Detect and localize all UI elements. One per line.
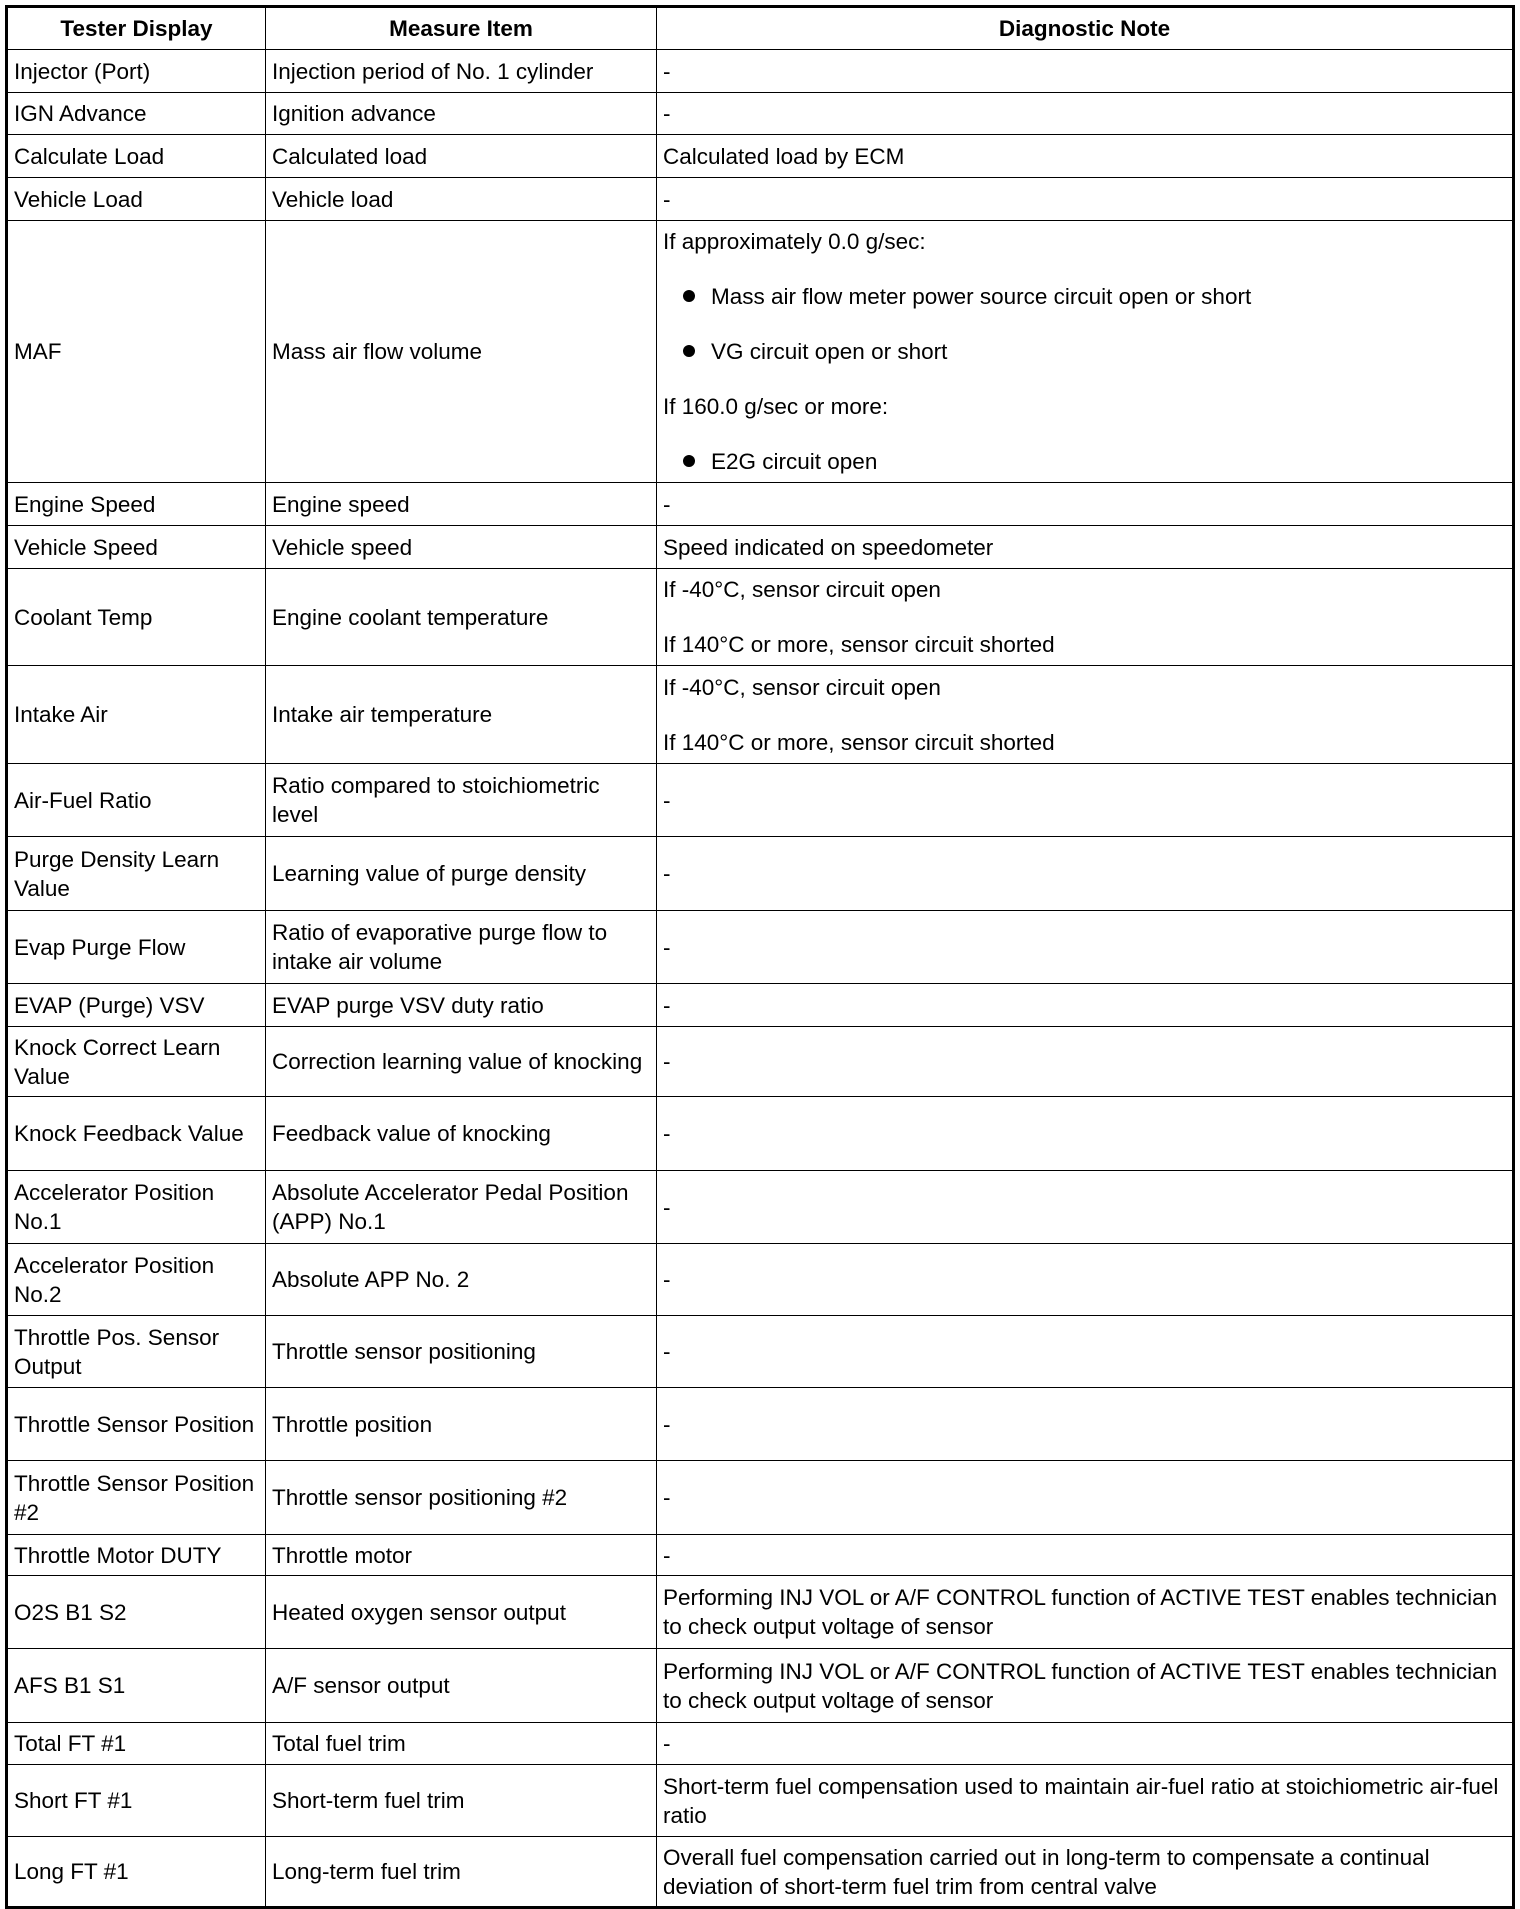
table-row <box>7 178 1514 221</box>
diagnostic-note-cell <box>657 1027 1514 1097</box>
diagnostic-note-cell <box>657 1837 1514 1908</box>
note-line: - <box>663 1542 671 1568</box>
tester-display-cell: Knock Feedback Value <box>7 1097 266 1171</box>
measure-item-cell: Calculated load <box>266 135 657 178</box>
note-line: Overall fuel compensation carried out in long-term to compensate a continual deviation of short-term fuel trim from central valve <box>663 1844 1430 1899</box>
tester-display-cell: Calculate Load <box>7 135 266 178</box>
measure-item-cell: Vehicle load <box>266 178 657 221</box>
measure-item-cell: Feedback value of knocking <box>266 1097 657 1171</box>
diagnostic-note-cell <box>657 1097 1514 1171</box>
table-row <box>7 1316 1514 1388</box>
tester-display-cell: Accelerator Position No.1 <box>7 1171 266 1244</box>
header-tester-display: Tester Display <box>7 7 266 50</box>
measure-item-cell: Short-term fuel trim <box>266 1765 657 1837</box>
diagnostic-note-cell <box>657 764 1514 837</box>
table-row <box>7 135 1514 178</box>
note-line: - <box>663 787 671 813</box>
measure-item-cell: Absolute Accelerator Pedal Position (APP) No.1 <box>266 1171 657 1244</box>
tester-display-cell: Throttle Motor DUTY <box>7 1535 266 1576</box>
table-row <box>7 1649 1514 1723</box>
tester-display-cell: IGN Advance <box>7 93 266 135</box>
measure-item-cell: Total fuel trim <box>266 1723 657 1765</box>
tester-display-cell: Vehicle Load <box>7 178 266 221</box>
table-row <box>7 1535 1514 1576</box>
diagnostic-note-cell <box>657 526 1514 569</box>
table-row <box>7 1461 1514 1535</box>
table-body <box>7 50 1514 1908</box>
diagnostic-note-cell <box>657 1461 1514 1535</box>
measure-item-cell: Throttle motor <box>266 1535 657 1576</box>
tester-display-cell: Throttle Pos. Sensor Output <box>7 1316 266 1388</box>
table-row <box>7 1244 1514 1316</box>
note-line: - <box>663 186 671 212</box>
measure-item-cell: Intake air temperature <box>266 666 657 764</box>
table-row <box>7 1765 1514 1837</box>
diagnostic-note-cell <box>657 93 1514 135</box>
note-line: If approximately 0.0 g/sec: <box>663 229 926 254</box>
diagnostic-note-cell <box>657 50 1514 93</box>
measure-item-cell: A/F sensor output <box>266 1649 657 1723</box>
measure-item-cell: EVAP purge VSV duty ratio <box>266 984 657 1027</box>
note-bullet-item: VG circuit open or short <box>663 337 1506 366</box>
measure-item-cell: Throttle sensor positioning #2 <box>266 1461 657 1535</box>
note-line: - <box>663 1049 671 1074</box>
tester-display-cell: EVAP (Purge) VSV <box>7 984 266 1027</box>
note-line: Performing INJ VOL or A/F CONTROL function of ACTIVE TEST enables technician to check output voltage of sensor <box>663 1585 1498 1639</box>
table-row <box>7 666 1514 764</box>
tester-display-cell: Injector (Port) <box>7 50 266 93</box>
note-line: - <box>663 1485 671 1510</box>
measure-item-cell: Engine coolant temperature <box>266 569 657 666</box>
table-row <box>7 483 1514 526</box>
note-line: - <box>663 934 671 960</box>
note-line: - <box>663 101 671 126</box>
diagnostic-note-cell <box>657 1244 1514 1316</box>
tester-display-cell: Throttle Sensor Position <box>7 1388 266 1461</box>
table-row <box>7 1837 1514 1908</box>
tester-display-cell: Air-Fuel Ratio <box>7 764 266 837</box>
diagnostic-note-cell <box>657 1649 1514 1723</box>
measure-item-cell: Throttle sensor positioning <box>266 1316 657 1388</box>
table-row <box>7 764 1514 837</box>
tester-display-cell: Throttle Sensor Position #2 <box>7 1461 266 1535</box>
tester-display-cell: Accelerator Position No.2 <box>7 1244 266 1316</box>
diagnostic-note-cell <box>657 1316 1514 1388</box>
tester-display-cell: MAF <box>7 221 266 483</box>
measure-item-cell: Absolute APP No. 2 <box>266 1244 657 1316</box>
note-line: If 140°C or more, sensor circuit shorted <box>663 729 1055 755</box>
diagnostic-note-cell <box>657 569 1514 666</box>
note-line: - <box>663 1339 671 1364</box>
diagnostic-note-cell <box>657 483 1514 526</box>
table-row <box>7 911 1514 984</box>
table-row <box>7 50 1514 93</box>
tester-display-cell: Long FT #1 <box>7 1837 266 1908</box>
measure-item-cell: Ratio of evaporative purge flow to intake air volume <box>266 911 657 984</box>
note-line: Performing INJ VOL or A/F CONTROL function of ACTIVE TEST enables technician to check output voltage of sensor <box>663 1658 1498 1713</box>
note-line: If 140°C or more, sensor circuit shorted <box>663 632 1055 657</box>
measure-item-cell: Mass air flow volume <box>266 221 657 483</box>
table-row <box>7 984 1514 1027</box>
diagnostic-note-cell <box>657 1765 1514 1837</box>
diagnostic-note-cell <box>657 1535 1514 1576</box>
tester-display-cell: Intake Air <box>7 666 266 764</box>
note-line: Speed indicated on speedometer <box>663 534 994 560</box>
diagnostic-note-cell <box>657 666 1514 764</box>
measure-item-cell: Ratio compared to stoichiometric level <box>266 764 657 837</box>
note-line: - <box>663 1121 671 1146</box>
tester-display-cell: Coolant Temp <box>7 569 266 666</box>
note-line: - <box>663 1267 671 1292</box>
table-row <box>7 1027 1514 1097</box>
note-line: - <box>663 1194 671 1220</box>
diagnostic-note-cell <box>657 1171 1514 1244</box>
tester-display-cell: Engine Speed <box>7 483 266 526</box>
table-row <box>7 1171 1514 1244</box>
header-measure-item: Measure Item <box>266 7 657 50</box>
note-line: If -40°C, sensor circuit open <box>663 674 941 700</box>
diagnostic-note-cell <box>657 837 1514 911</box>
header-diagnostic-note: Diagnostic Note <box>657 7 1514 50</box>
note-line: If 160.0 g/sec or more: <box>663 394 889 419</box>
tester-display-cell: Evap Purge Flow <box>7 911 266 984</box>
table-row <box>7 837 1514 911</box>
measure-item-cell: Heated oxygen sensor output <box>266 1576 657 1649</box>
diagnostic-note-cell <box>657 1576 1514 1649</box>
tester-display-cell: Knock Correct Learn Value <box>7 1027 266 1097</box>
table-row <box>7 569 1514 666</box>
note-line: - <box>663 861 671 886</box>
diagnostic-note-cell <box>657 911 1514 984</box>
note-bullet-item: Mass air flow meter power source circuit open or short <box>663 282 1506 311</box>
diagnostic-note-cell <box>657 984 1514 1027</box>
tester-display-cell: Total FT #1 <box>7 1723 266 1765</box>
tester-display-cell: Vehicle Speed <box>7 526 266 569</box>
diagnostic-note-cell <box>657 178 1514 221</box>
note-line: Calculated load by ECM <box>663 143 905 169</box>
note-line: - <box>663 58 671 84</box>
table-row <box>7 221 1514 483</box>
measure-item-cell: Learning value of purge density <box>266 837 657 911</box>
table-row <box>7 1388 1514 1461</box>
note-line: - <box>663 992 671 1018</box>
table-row <box>7 1097 1514 1171</box>
tester-display-cell: Short FT #1 <box>7 1765 266 1837</box>
table-row <box>7 526 1514 569</box>
table-row <box>7 1723 1514 1765</box>
tester-display-cell: O2S B1 S2 <box>7 1576 266 1649</box>
tester-display-cell: AFS B1 S1 <box>7 1649 266 1723</box>
diagnostic-note-cell <box>657 221 1514 483</box>
measure-item-cell: Injection period of No. 1 cylinder <box>266 50 657 93</box>
diagnostic-note-cell <box>657 1723 1514 1765</box>
table-row <box>7 93 1514 135</box>
measure-item-cell: Engine speed <box>266 483 657 526</box>
diagnostic-note-cell <box>657 1388 1514 1461</box>
note-line: If -40°C, sensor circuit open <box>663 577 941 602</box>
table-row <box>7 1576 1514 1649</box>
note-line: - <box>663 491 671 517</box>
note-line: - <box>663 1731 671 1756</box>
diagnostic-note-cell <box>657 135 1514 178</box>
measure-item-cell: Ignition advance <box>266 93 657 135</box>
measure-item-cell: Correction learning value of knocking <box>266 1027 657 1097</box>
measure-item-cell: Vehicle speed <box>266 526 657 569</box>
note-bullet-item: E2G circuit open <box>663 447 1506 476</box>
measure-item-cell: Long-term fuel trim <box>266 1837 657 1908</box>
tester-display-cell: Purge Density Learn Value <box>7 837 266 911</box>
measure-item-cell: Throttle position <box>266 1388 657 1461</box>
header-row <box>7 7 1514 50</box>
note-line: Short-term fuel compensation used to maintain air-fuel ratio at stoichiometric air-fuel ratio <box>663 1773 1499 1828</box>
data-list-table <box>5 5 1515 1909</box>
note-line: - <box>663 1411 671 1437</box>
